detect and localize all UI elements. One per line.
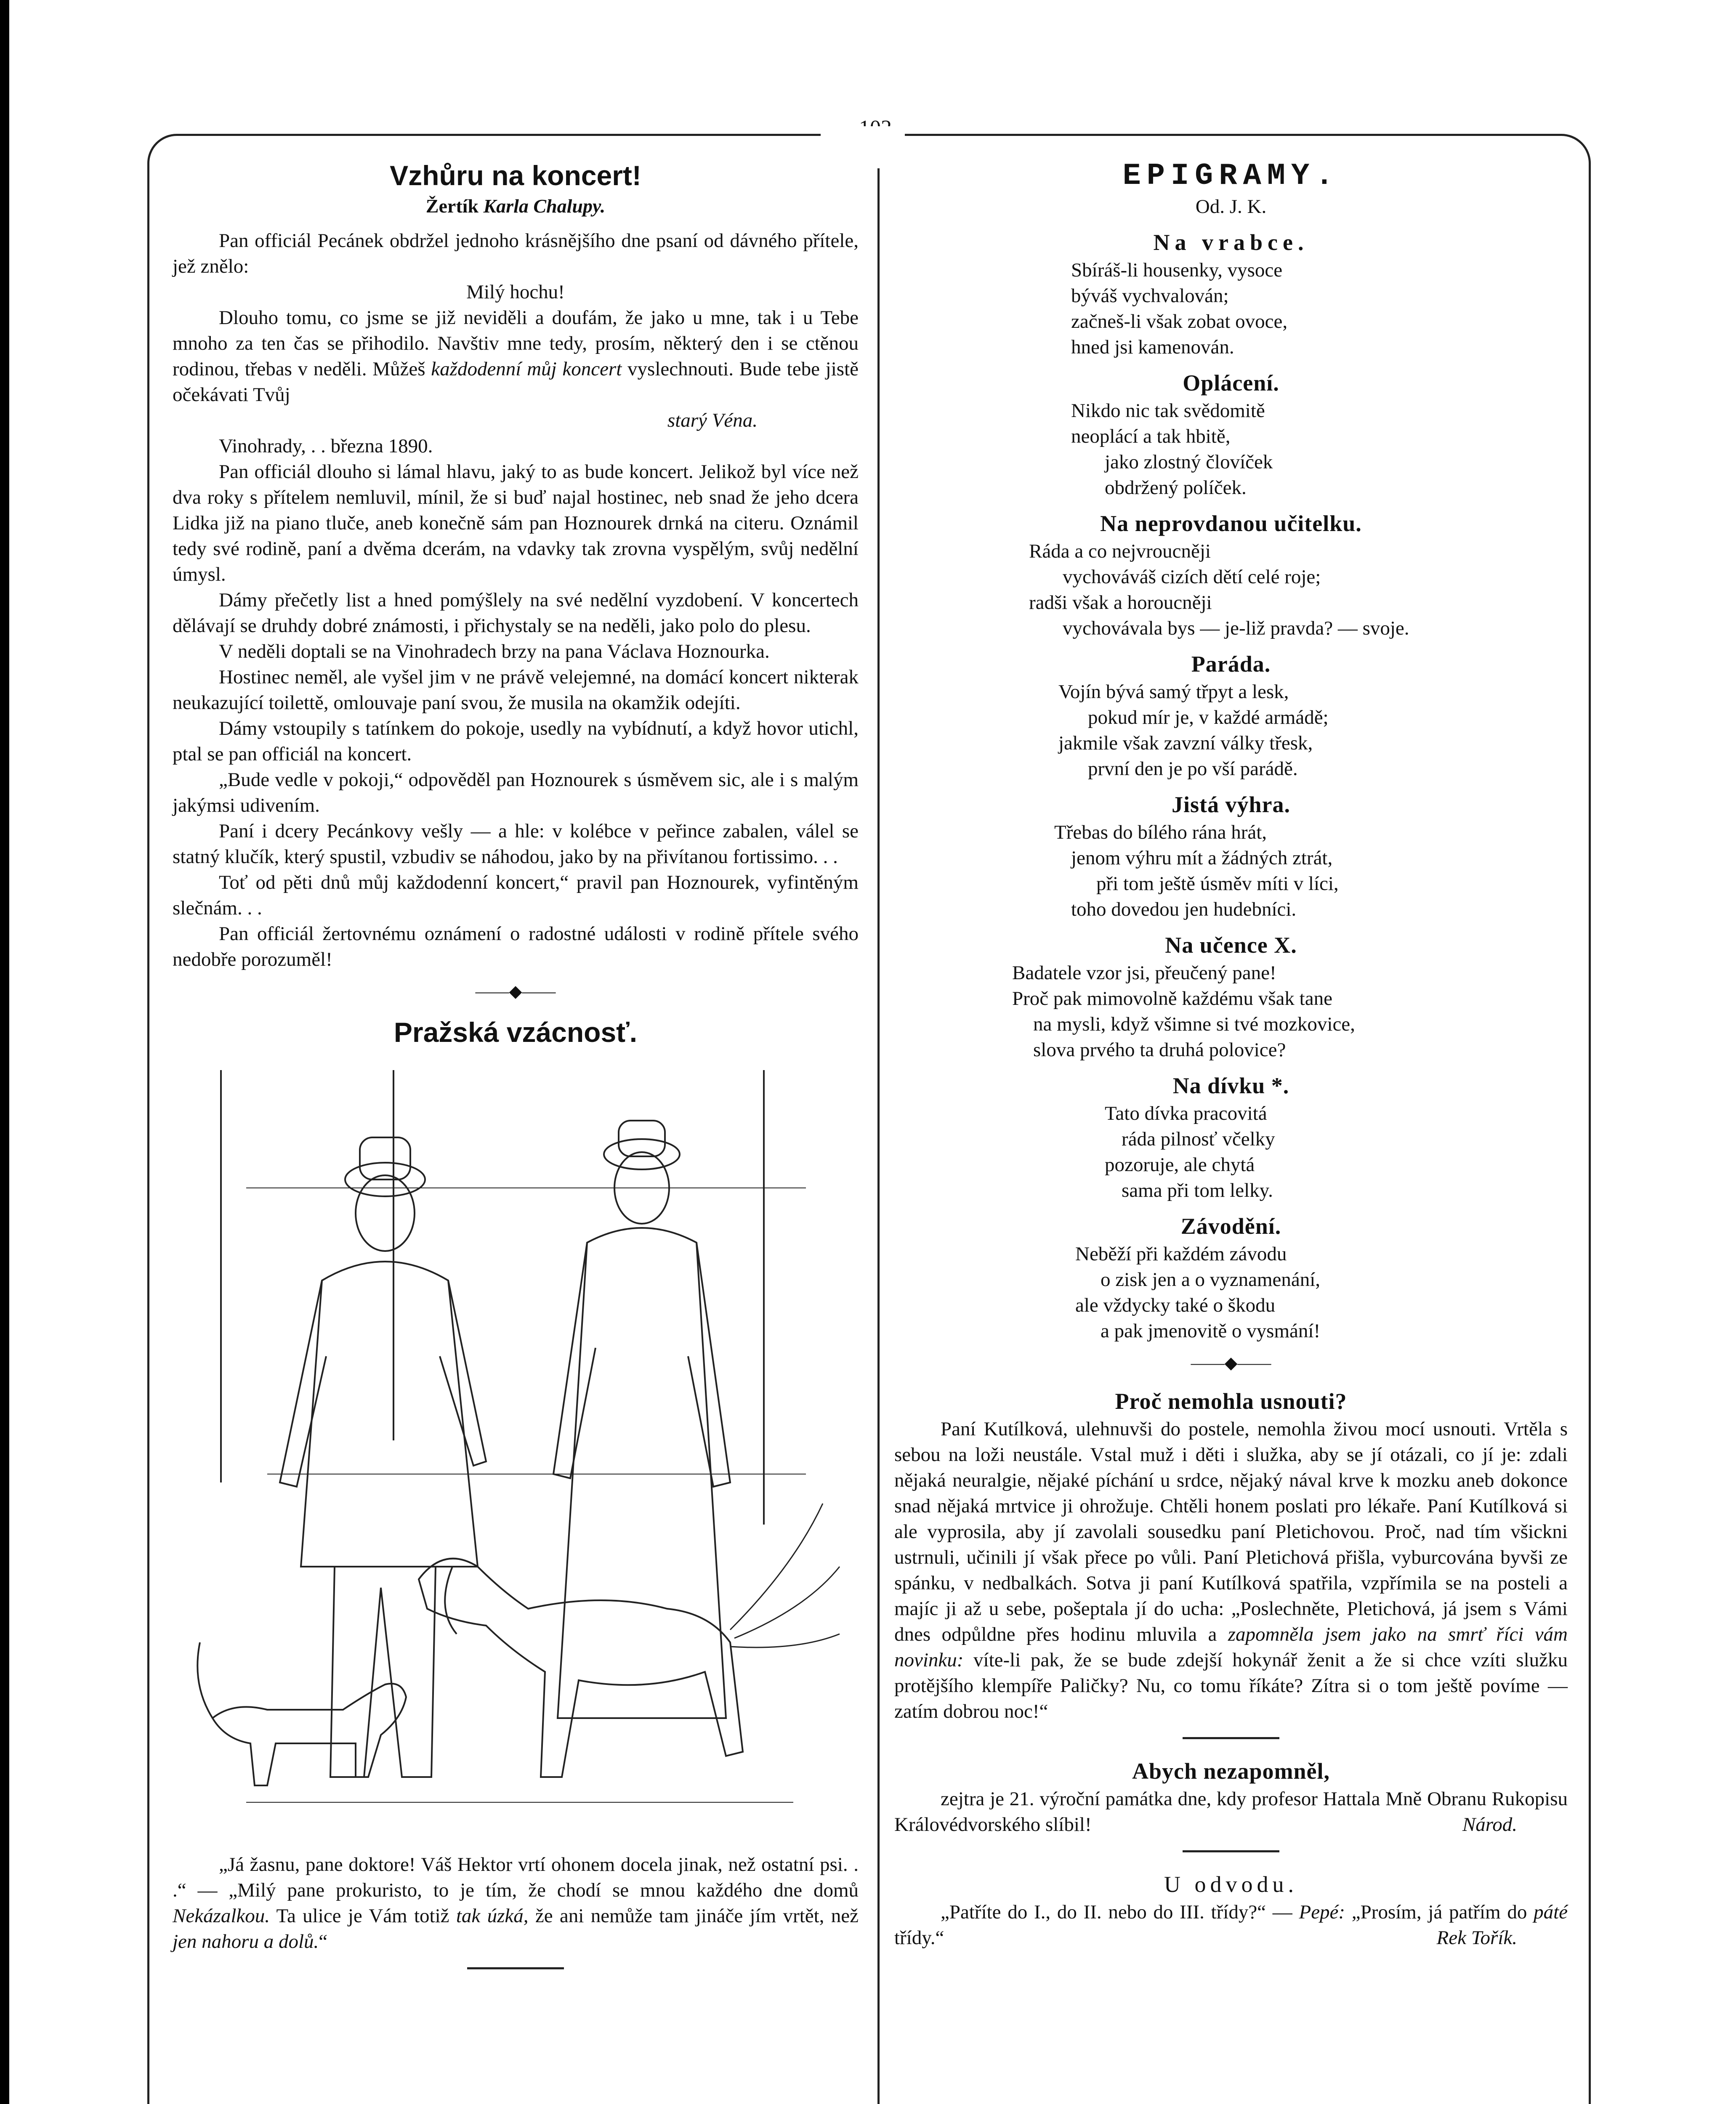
left-column [173, 158, 859, 1986]
paragraph: Pan officiál žertovnému oznámení o radostné události v rodině přítele svého nedobře porozuměl! [173, 923, 859, 970]
article-title-u-odvodu: U odvodu. [1164, 1872, 1298, 1897]
section-rule [1183, 1737, 1279, 1739]
article-text: Paní Kutílková, ulehnuvši do postele, nemohla živou mocí usnouti. Vrtěla s sebou na loži neustále. Vstal muž i děti i služka, aby se jí otázali, co jí je: zdali nějaká neuralgie, nějaké píchání u srdce, nějaký nával krve k mozku aneb dokonce snad nějaká mrtvice ji ohrožuje. Chtěli honem poslati pro lékaře. Paní Kutílková si ale vyprosila, aby jí zavolali sousedku paní Pletichovou. Proč, nad tím všickni ustrnuli, učinili jí však přece po vůli. Paní Pletichová přišla, vyburcována byvši ze spánku, v nedbalkách. Sotva ji paní Kutílková spatřila, vzpřímila se na posteli a majíc ji až u sebe, pošeptala jí do ucha: „Poslechněte, Pletichová, já jsem s Vámi dnes odpůldne přes hodinu mluvila a zapomněla jsem jako na smrť říci vám novinku: víte-li pak, že se bude zdejší hokynář ženit a že si chce vzíti služku protějšího klempíře Paličky? Nu, co tomu říkáte? Zítra si o tom ještě povíme — zatím dobrou noc!“ [894, 1418, 1568, 1722]
letter-body: Dlouho tomu, co jsme se již neviděli a doufám, že jako u mne, tak i u Tebe mnoho za ten čas se přihodilo. Navštiv mne tedy, prosím, některý den i se ctěnou rodinou, třebas v neděli. Můžeš každodenní můj koncert vyslechnouti. Bude tebe jistě očekávati Tvůj [173, 307, 859, 406]
poem-title: Na dívku *. [1172, 1073, 1289, 1098]
poem-na-neprovdanou-ucitelku: Ráda a co nejvroucněji vychováváš cizích dětí celé roje; radši však a horoucněji vychovávala bys — je-liž pravda? — svoje. [1029, 540, 1409, 639]
article-text: „Patříte do I., do II. nebo do III. třídy?“ — Pepé: „Prosím, já patřím do páté třídy.“ Rek Tořík. [894, 1901, 1568, 1949]
frame-gap [821, 126, 905, 143]
poem-oplaceni: Nikdo nic tak svědomitě neoplácí a tak hbitě, jako zlostný človíček obdržený políček. [1071, 400, 1273, 499]
poem-na-ucence-x: Badatele vzor jsi, přeučený pane! Proč pak mimovolně každému však tane na mysli, když všimne si tvé mozkovice, slova prvého ta druhá polovice? [1012, 962, 1355, 1061]
poem-title: Na učence X. [1165, 932, 1297, 958]
letter-signature: starý Véna. [667, 409, 758, 431]
poem-title: Oplácení. [1183, 370, 1279, 396]
poem-title: Na neprovdanou učitelku. [1100, 511, 1362, 536]
paragraph: „Bude vedle v pokoji,“ odpověděl pan Hoznourek s úsměvem sic, ale i s malým jakýmsi udivením. [173, 769, 859, 816]
column-divider [877, 168, 880, 2104]
poem-title: Na vrabce. [1153, 230, 1309, 255]
poem-title: Závodění. [1180, 1214, 1281, 1239]
poem-na-divku: Tato dívka pracovitá ráda pilnosť včelky pozoruje, ale chytá sama při tom lelky. [1105, 1102, 1275, 1201]
article-byline: Žertík Karla Chalupy. [425, 195, 606, 217]
paragraph: Hostinec neměl, ale vyšel jim v ne právě velejemné, na domácí koncert nikterak neukazující toilettě, omlouvaje paní svou, že musila na okamžik odejíti. [173, 666, 859, 714]
poem-jista-vyhra: Třebas do bílého rána hrát, jenom výhru mít a žádných ztrát, při tom ještě úsměv míti v líci, toho dovedou jen hudebníci. [1054, 821, 1339, 920]
article-title-vzhuru: Vzhůru na koncert! [390, 160, 641, 191]
section-rule [1183, 1850, 1279, 1852]
poem-na-vrabce: Sbíráš-li housenky, vysoce býváš vychvalován; začneš-li však zobat ovoce, hned jsi kamenován. [1071, 259, 1288, 358]
scan-edge [0, 0, 9, 2104]
paragraph: Pan officiál dlouho si lámal hlavu, jaký to as bude koncert. Jelikož byl více než dva roky s přítelem nemluvil, mínil, že si buď najal hostinec, neb snad že jeho dcera Lidka již na piano tluče, aneb konečně sám pan Hoznourek drnká na citeru. Oznámil tedy své rodině, paní a dvěma dcerám, na vdavky tak zrovna vyspělým, svůj nedělní úmysl. [173, 461, 859, 585]
end-rule [467, 1967, 564, 1969]
illustration-caption: „Já žasnu, pane doktore! Váš Hektor vrtí ohonem docela jinak, než ostatní psi. . .“ — „Milý pane prokuristo, to je tím, že chodí se mnou každého dne domů Nekázalkou. Ta ulice je Vám totiž tak úzká, že ani nemůže tam jináče jím vrtět, než jen nahoru a dolů.“ [173, 1854, 859, 1953]
ornament-divider: ——◆—— [475, 982, 556, 1001]
poem-parada: Vojín bývá samý třpyt a lesk, pokud mír je, v každé armádě; jakmile však zavzní války třesk, první den je po vší parádě. [1058, 681, 1329, 780]
ornament-divider: ——◆—— [1191, 1353, 1271, 1372]
article-text: zejtra je 21. výroční památka dne, kdy profesor Hattala Mně Obranu Rukopisu Královédvorského slíbil! Národ. [894, 1788, 1568, 1836]
paragraph: V neděli doptali se na Vinohradech brzy na pana Václava Hoznourka. [219, 640, 770, 662]
poem-zavodeni: Neběží při každém závodu o zisk jen a o vyznamenání, ale vždycky také o škodu a pak jmenovitě o vysmání! [1075, 1243, 1321, 1342]
poem-title: Jistá výhra. [1172, 792, 1290, 817]
letter-dateline: Vinohrady, . . března 1890. [219, 435, 433, 457]
paragraph: Dámy vstoupily s tatínkem do pokoje, usedly na vybídnutí, a když hovor utichl, ptal se pan officiál na koncert. [173, 717, 859, 765]
paragraph: Paní i dcery Pecánkovy vešly — a hle: v kolébce v peřince zabalen, válel se statný klučík, který spustil, vzbudiv se náhodou, jako by na přivítanou fortissimo. . . [173, 820, 859, 868]
article-title-proc-nemohla: Proč nemohla usnouti? [1115, 1389, 1347, 1414]
letter-salutation: Milý hochu! [466, 281, 565, 303]
poem-title: Paráda. [1191, 651, 1271, 677]
paragraph: Toť od pěti dnů můj každodenní koncert,“ pravil pan Hoznourek, vyfintěným slečnám. . . [173, 871, 859, 919]
article-title-abych: Abych nezapomněl, [1132, 1759, 1330, 1784]
article-title-prazska: Pražská vzácnosť. [393, 1017, 638, 1048]
illustration-two-men-with-dogs [183, 1062, 848, 1844]
paragraph: Dámy přečetly list a hned pomýšlely na své nedělní vyzdobení. V koncertech dělávají se druhdy dobré známosti, i přichystaly se na neděli, jako polo do plesu. [173, 589, 859, 637]
paragraph: Pan officiál Pecánek obdržel jednoho krásnějšího dne psaní od dávného přítele, jež znělo: [173, 230, 859, 277]
epigramy-author: Od. J. K. [1195, 196, 1267, 218]
right-column [894, 158, 1568, 1951]
epigramy-title: EPIGRAMY. [1122, 159, 1340, 193]
